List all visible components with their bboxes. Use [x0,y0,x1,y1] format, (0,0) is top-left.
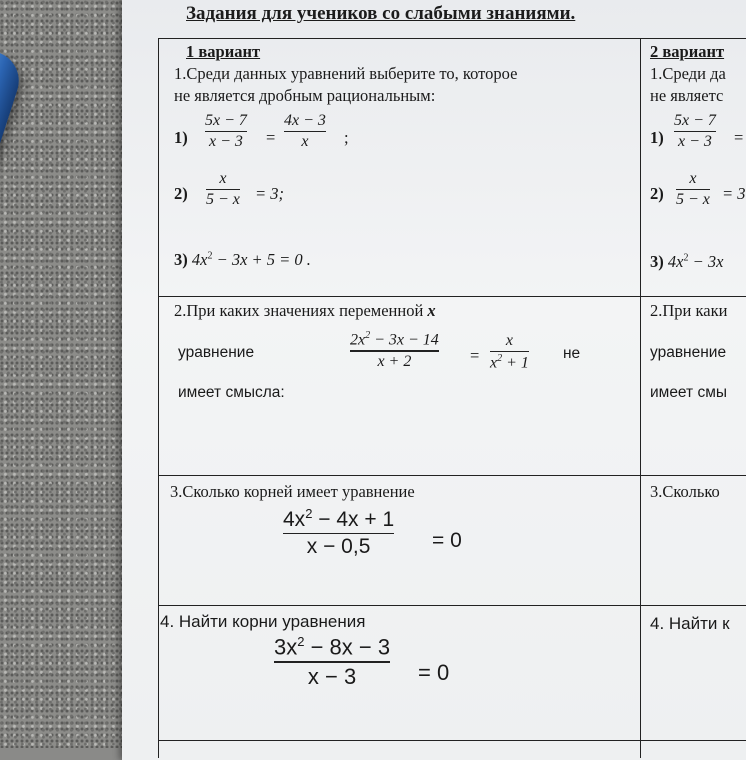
table-border-left [158,38,159,758]
expr-part: x [490,354,498,372]
v2-q1-line-2: не являетс [650,86,724,105]
q3-rhs: = 0 [432,529,462,552]
worksheet-title: Задания для учеников со слабыми знаниями. [186,3,576,24]
expr-part: 4x [667,252,684,271]
fraction-numerator: 5x − 7 [205,112,247,129]
fraction-numerator: 4x − 3 [284,112,326,129]
row-divider-3 [158,605,746,606]
q2-word-equation: уравнение [178,344,255,361]
fraction-denominator: x − 0,5 [306,535,371,559]
exponent: 2 [305,506,313,521]
q1-option-3 [174,250,311,270]
q1-option-2-rhs: = 3; [255,184,285,203]
fraction-bar [283,533,394,534]
table-column-divider [640,38,641,758]
expr-part: 3x [274,634,298,660]
q1-option-2-label: 2) [174,184,188,203]
v2-option-1-fraction [674,112,716,151]
v2-q2-line-1: 2.При каки [650,301,728,320]
variant-1-heading: 1 вариант [186,42,261,61]
fraction-bar [350,350,439,351]
q4-text: 4. Найти корни уравнения [160,612,366,631]
q1-option-2-fraction [206,170,240,209]
expr-part: 4x [191,250,208,269]
expr-part: 4x [283,508,306,531]
exponent: 2 [207,250,213,262]
v2-q3-text: 3.Сколько [650,482,720,501]
fraction-denominator: 5 − x [676,191,710,209]
fraction-bar [490,351,529,352]
q3-fraction [283,506,394,559]
fraction-denominator: x − 3 [307,663,357,689]
v2-q2-line-3: имеет смы [650,384,727,401]
variant-2-heading: 2 вариант [650,42,725,61]
fraction-numerator: x [505,332,513,349]
exponent: 2 [365,330,371,341]
fraction-numerator: 5x − 7 [674,112,716,129]
q2-text-line-1 [174,301,436,321]
fraction-bar [274,661,390,662]
q4-rhs: = 0 [418,660,450,685]
q2-text: 2.При каких значениях переменной [174,301,424,320]
row-divider-4 [158,740,746,741]
q1-option-1-fraction-right [284,112,326,151]
equals-sign: = [734,128,744,147]
q2-fraction-left [350,330,439,371]
exponent: 2 [497,353,503,365]
v2-option-2-fraction [676,170,710,209]
expr-part: 2x [350,331,366,349]
fraction-numerator: x [689,170,697,187]
q1-option-1-fraction-left [205,112,247,151]
v2-q4-text: 4. Найти к [650,614,730,633]
expr-part: + 1 [502,354,529,372]
expr-part: − 3x [688,252,724,271]
q1-text-line-1: 1.Среди данных уравнений выберите то, которое [174,64,518,83]
row-divider-1 [158,296,746,297]
fraction-bar [674,131,716,132]
exponent: 2 [297,634,305,649]
q1-option-3-label: 3) [174,250,188,269]
v2-option-3 [650,252,723,272]
expr-part: − 3x − 14 [370,331,439,349]
q3-text: 3.Сколько корней имеет уравнение [170,482,415,501]
fraction-numerator [283,506,394,532]
fraction-bar [676,189,710,190]
fraction-bar [206,189,240,190]
expr-part: − 8x − 3 [304,634,391,660]
fraction-denominator [490,353,529,372]
exponent: 2 [683,252,689,264]
row-divider-2 [158,475,746,476]
expr-part: − 4x + 1 [312,508,395,531]
fraction-denominator: x − 3 [209,133,243,151]
v2-option-2-label: 2) [650,184,664,203]
q4-fraction [274,634,390,690]
v2-option-3-label: 3) [650,252,664,271]
table-border-top [158,38,746,39]
q1-option-1-label: 1) [174,128,188,147]
fraction-numerator [274,634,390,660]
fraction-denominator: 5 − x [206,191,240,209]
q2-fraction-right [490,332,529,373]
semicolon: ; [344,128,349,147]
v2-q2-line-2: уравнение [650,344,727,361]
equals-sign: = [470,346,480,365]
q2-word-not: не [563,345,581,362]
v2-option-2-rhs: = 3 [722,184,746,203]
v2-q1-line-1: 1.Среди да [650,64,726,83]
fraction-denominator: x [301,133,309,151]
fraction-denominator: x + 2 [377,352,412,370]
fraction-bar [284,131,326,132]
fraction-numerator: x [219,170,227,187]
fraction-numerator [350,330,439,349]
variable-x: x [427,301,436,320]
q1-text-line-2: не является дробным рациональным: [174,86,436,105]
fraction-denominator: x − 3 [678,133,712,151]
v2-option-1-label: 1) [650,128,664,147]
equals-sign: = [266,128,276,147]
q2-text-line-3: имеет смысла: [178,384,285,401]
expr-part: − 3x + 5 = 0 . [212,250,311,269]
fraction-bar [205,131,247,132]
